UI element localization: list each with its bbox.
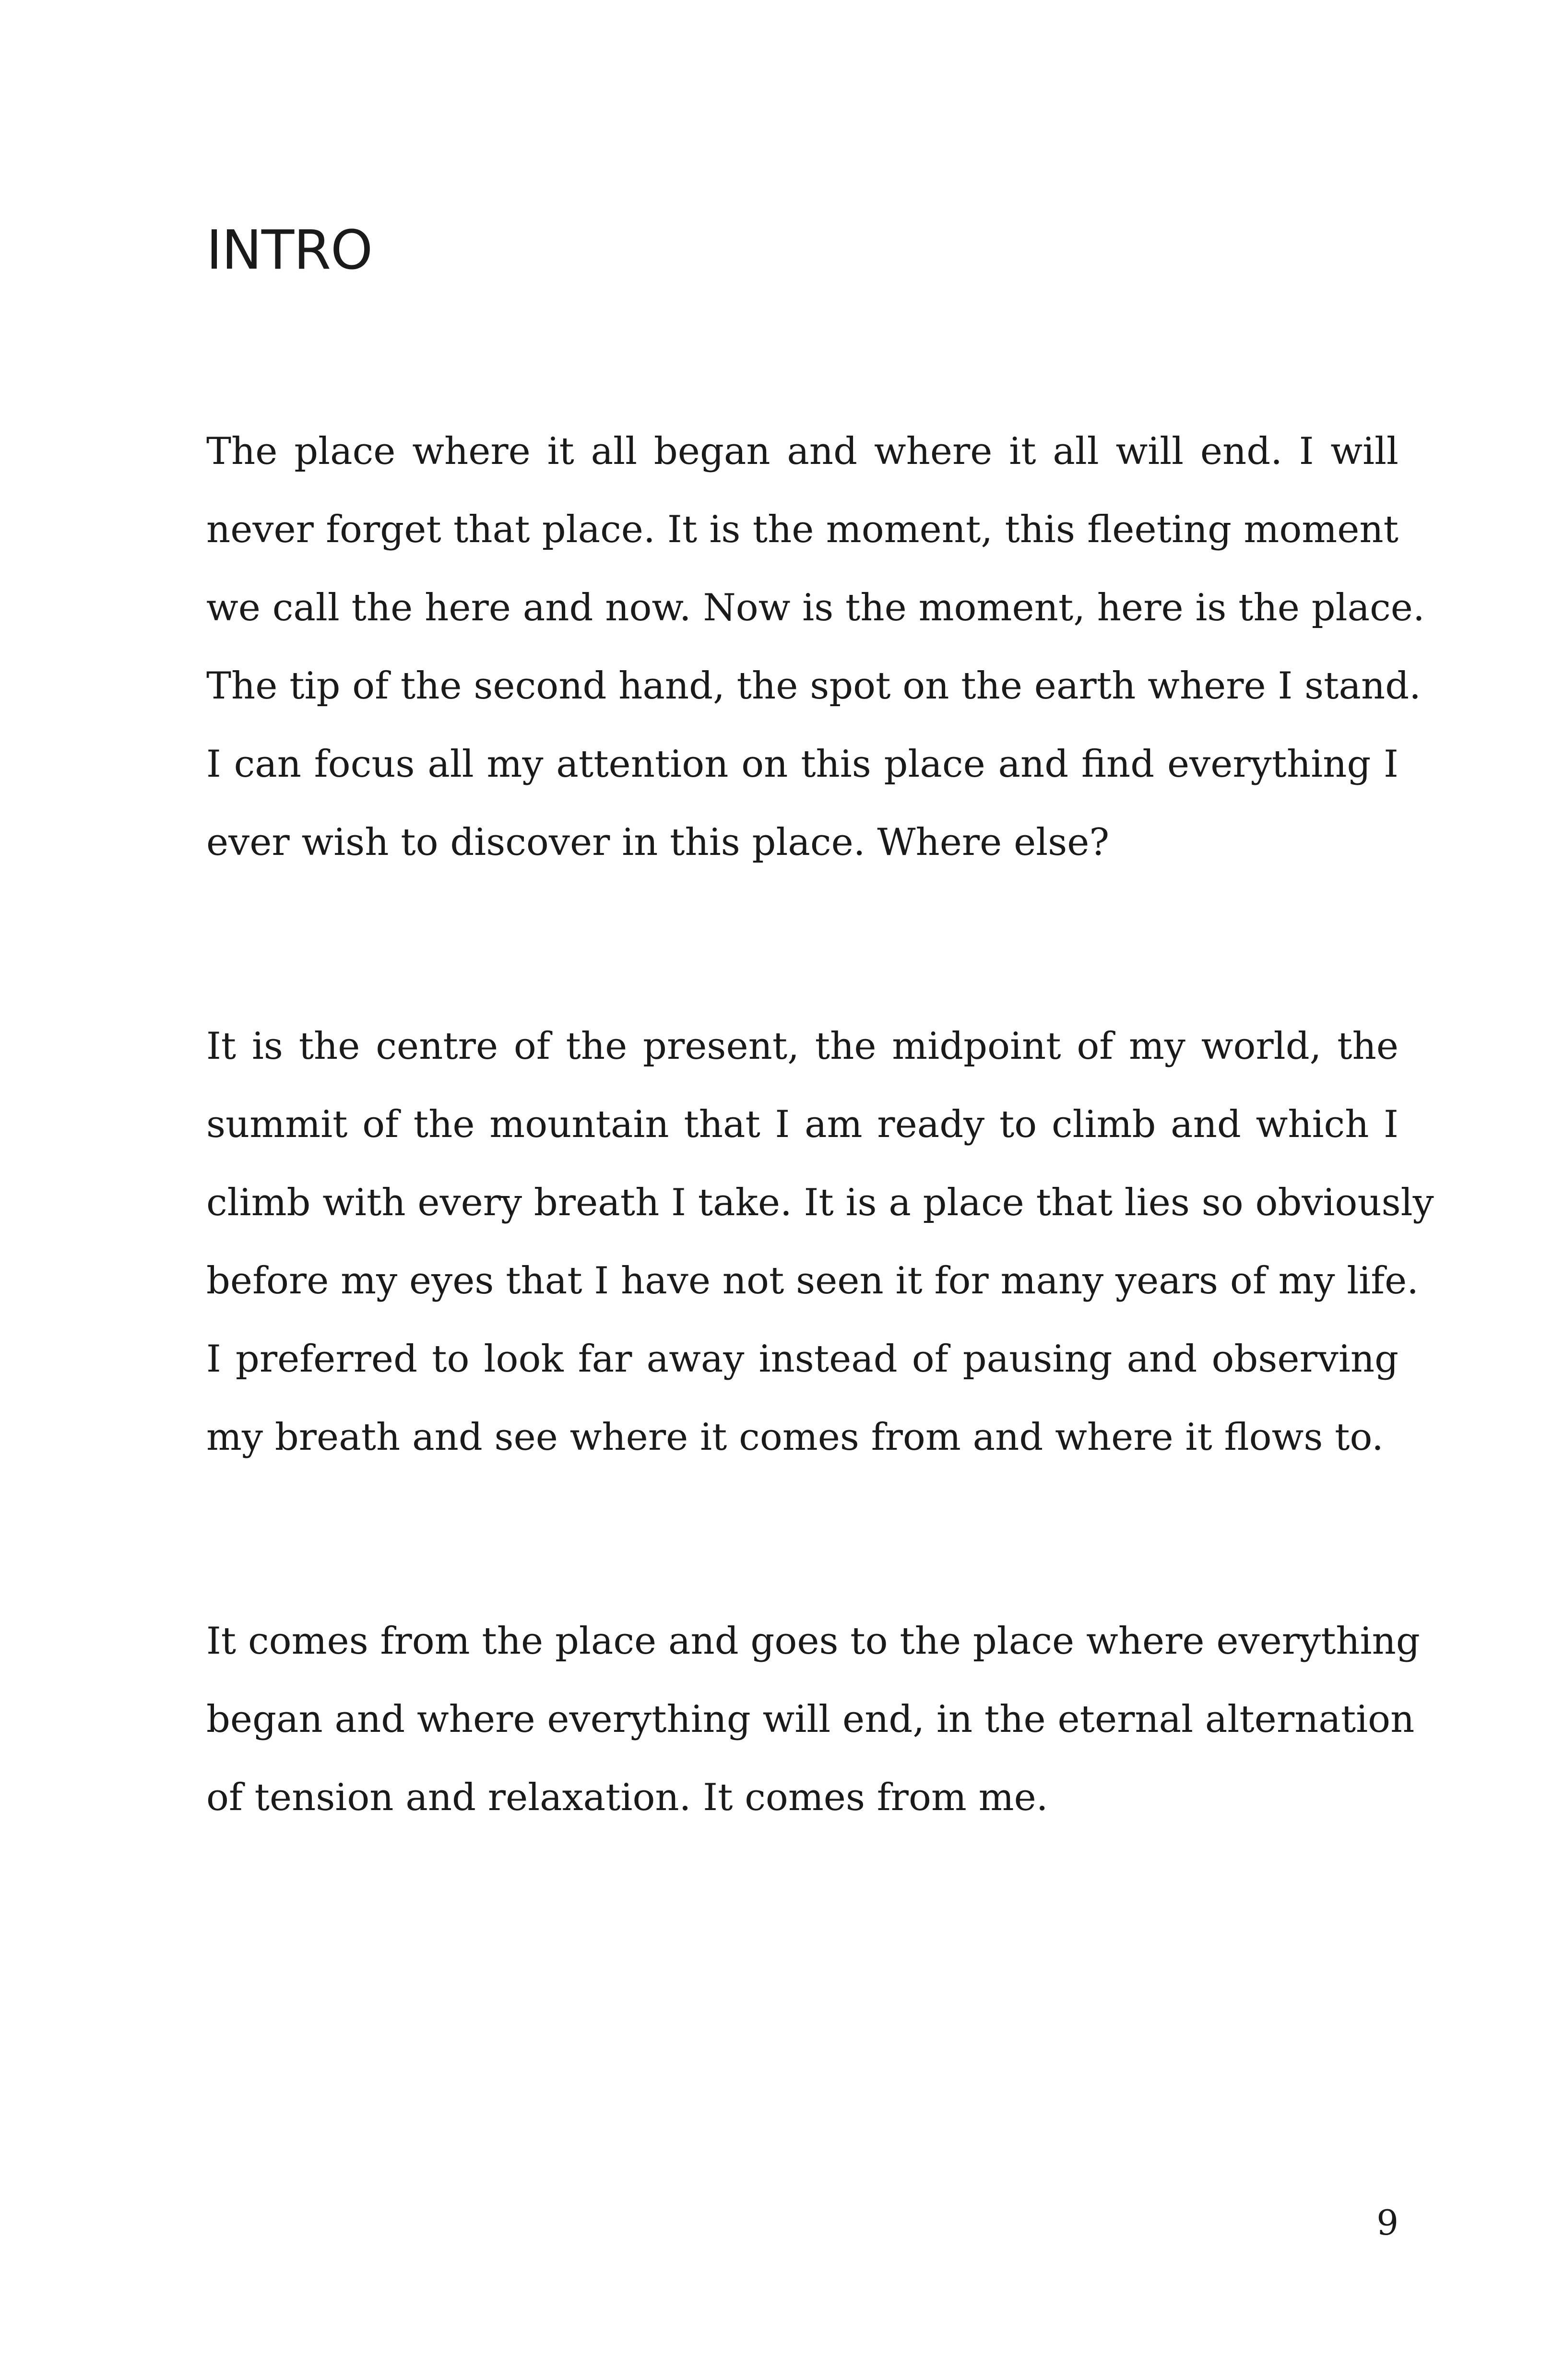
paragraph-1: [206, 413, 1425, 882]
paragraph-2: [206, 1007, 1434, 1477]
paragraph-line: It is the centre of the present, the midpoint of my world, the: [206, 1025, 1398, 1068]
paragraph-line: climb with every breath I take. It is a place that lies so obviously: [206, 1181, 1434, 1224]
paragraph-line: of tension and relaxation. It comes from me.: [206, 1776, 1048, 1819]
paragraph-line: The place where it all began and where it all will end. I will: [206, 430, 1398, 473]
paragraph-line: never forget that place. It is the moment, this fleeting moment: [206, 508, 1398, 551]
paragraph-line: my breath and see where it comes from and where it flows to.: [206, 1416, 1384, 1459]
page-number: 9: [1376, 2202, 1398, 2243]
paragraph-line: ever wish to discover in this place. Where else?: [206, 821, 1110, 864]
paragraph-line: before my eyes that I have not seen it for many years of my life.: [206, 1259, 1419, 1302]
chapter-title: INTRO: [206, 219, 373, 282]
paragraph-line: we call the here and now. Now is the moment, here is the place.: [206, 586, 1425, 629]
paragraph-3: [206, 1602, 1420, 1837]
paragraph-line: It comes from the place and goes to the place where everything: [206, 1620, 1420, 1663]
paragraph-line: I preferred to look far away instead of pausing and observing: [206, 1338, 1398, 1381]
paragraph-line: The tip of the second hand, the spot on the earth where I stand.: [206, 664, 1421, 708]
paragraph-line: I can focus all my attention on this place and find everything I: [206, 743, 1398, 786]
paragraph-line: summit of the mountain that I am ready to climb and which I: [206, 1103, 1398, 1146]
paragraph-line: began and where everything will end, in the eternal alternation: [206, 1698, 1415, 1741]
